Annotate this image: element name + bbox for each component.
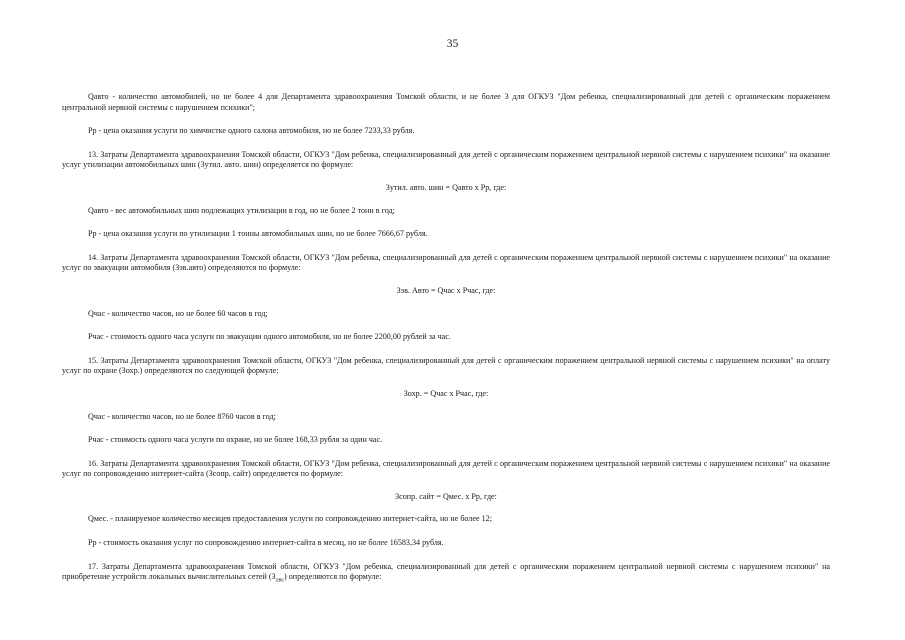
paragraph-item-15: 15. Затраты Департамента здравоохранения Томской области, ОГКУЗ "Дом ребенка, специализированный для детей с органическим поражением центральной нервной системы с нарушением психики" на оплату услуг по охране (Зохр.) определяются по следующей формуле: — [62, 355, 830, 376]
paragraph-tire-weight: Qавто - вес автомобильных шин подлежащих утилизации в год, но не более 2 тонн в год; — [88, 205, 395, 215]
paragraph-item-17-main: 17. Затраты Департамента здравоохранения Томской области, ОГКУЗ "Дом ребенка, специализированный для детей с органическим поражением центральной нервной системы с нарушением психики" на приобретение устройств локальных вычислительных сетей (З — [62, 561, 830, 582]
formula-tire-disposal: Зутил. авто. шин = Qавто х Рр, где: — [385, 182, 507, 192]
paragraph-security-price: Рчас - стоимость одного часа услуги по охране, но не более 168,33 рубля за один час. — [88, 434, 383, 444]
paragraph-price-dry-cleaning: Рр - цена оказания услуги по химчистке одного салона автомобиля, но не более 7233,33 рубля. — [88, 125, 415, 135]
formula-website-support: Зсопр. сайт = Qмес. х Рр, где: — [395, 491, 497, 501]
formula-evacuation: Зэв. Авто = Qчас х Рчас, где: — [396, 285, 496, 295]
paragraph-item-13: 13. Затраты Департамента здравоохранения Томской области, ОГКУЗ "Дом ребенка, специализированный для детей с органическим поражением центральной нервной системы с нарушением психики" на оказание услуг утилизации автомобильных шин (Зутил. авто. шин) определяется по формуле: — [62, 149, 830, 170]
paragraph-website-months: Qмес. - планируемое количество месяцев предоставления услуги по сопровождению интернет-сайта, но не более 12; — [88, 514, 492, 524]
paragraph-item-14: 14. Затраты Департамента здравоохранения Томской области, ОГКУЗ "Дом ребенка, специализированный для детей с органическим поражением центральной нервной системы с нарушением психики" на оказание услуг по эвакуации автомобиля (Зэв.авто) определяются по формуле: — [62, 252, 830, 273]
paragraph-q-auto: Qавто - количество автомобилей, но не более 4 для Департамента здравоохранения Томской области, и не более 3 для ОГКУЗ "Дом ребенка, специализированный для детей с органическим поражением центральной нервной системы с нарушением психики"; — [62, 92, 830, 112]
paragraph-item-17-end: ) определяются по формуле: — [284, 572, 382, 582]
paragraph-item-17 — [62, 562, 830, 587]
paragraph-website-price: Рр - стоимость оказания услуг по сопровождению интернет-сайта в месяц, но не более 16583,34 рубля. — [88, 537, 444, 547]
page-number: 35 — [446, 38, 459, 50]
formula-security: Зохр. = Qчас х Рчас, где: — [403, 388, 489, 398]
paragraph-security-hours: Qчас - количество часов, но не более 8760 часов в год; — [88, 411, 276, 421]
paragraph-evac-price: Рчас - стоимость одного часа услуги по эвакуации одного автомобиля, но не более 2200,00 рублей за час. — [88, 331, 451, 341]
paragraph-item-17-subscript: лвс — [275, 577, 285, 584]
paragraph-item-16: 16. Затраты Департамента здравоохранения Томской области, ОГКУЗ "Дом ребенка, специализированный для детей с органическим поражением центральной нервной системы с нарушением психики" на оказание услуг по сопровождению интернет-сайта (Зсопр. сайт) определяется по формуле: — [62, 458, 830, 479]
paragraph-evac-hours: Qчас - количество часов, но не более 60 часов в год; — [88, 308, 268, 318]
paragraph-tire-price: Рр - цена оказания услуги по утилизации 1 тонны автомобильных шин, но не более 7666,67 рубля. — [88, 228, 428, 238]
document-body — [62, 92, 830, 586]
